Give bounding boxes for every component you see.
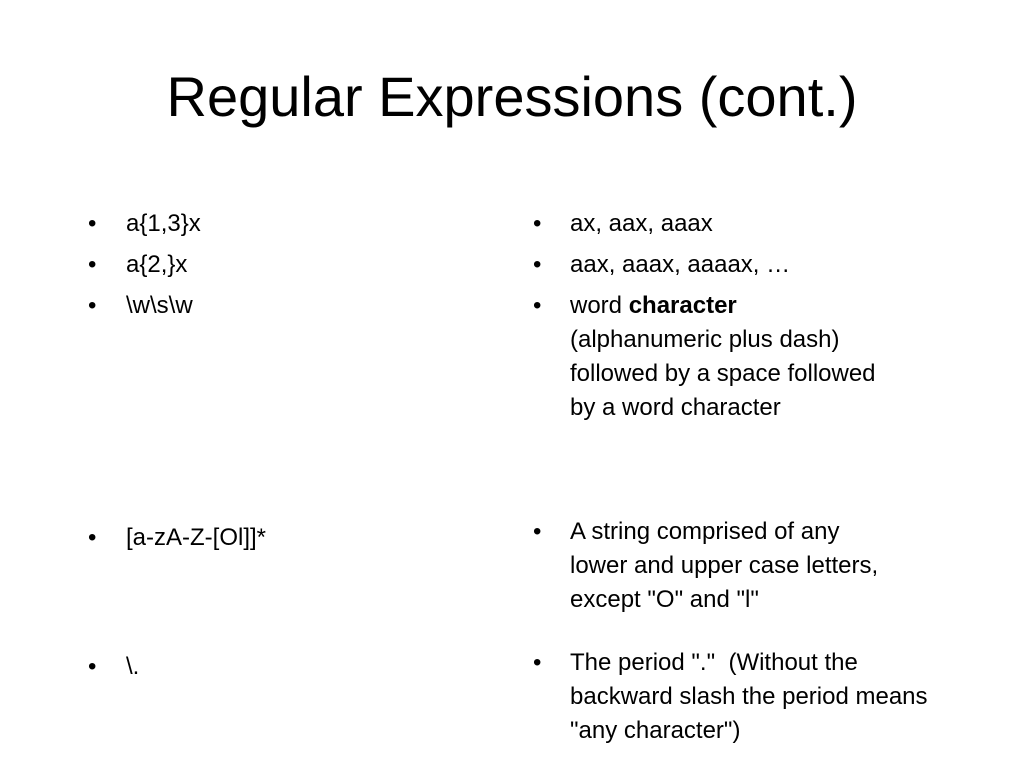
regex-pattern: \. [126, 653, 140, 680]
meaning-line: lower and upper case letters, [570, 552, 879, 579]
bullet-icon: • [533, 649, 542, 676]
meaning-line: except "O" and "l" [570, 586, 759, 613]
regex-pattern: a{1,3}x [126, 210, 201, 237]
regex-meaning [570, 289, 876, 425]
regex-pattern: \w\s\w [126, 292, 193, 319]
regex-pattern: [a-zA-Z-[Ol]]* [126, 524, 267, 551]
meaning-line: ax, aax, aaax [570, 210, 713, 237]
bullet-icon: • [88, 210, 97, 237]
meaning-emphasis: character [628, 292, 737, 319]
bullet-icon: • [88, 251, 97, 278]
meaning-line: (alphanumeric plus dash) [570, 326, 840, 353]
meaning-line-first [570, 289, 876, 323]
meaning-line: The period "." (Without the [570, 649, 858, 676]
bullet-icon: • [533, 251, 542, 278]
meaning-line: "any character") [570, 717, 741, 744]
meaning-line: backward slash the period means [570, 683, 928, 710]
regex-meaning [570, 207, 713, 241]
bullet-icon: • [88, 292, 97, 319]
meaning-line: A string comprised of any [570, 518, 840, 545]
bullet-icon: • [88, 653, 97, 680]
regex-meaning [570, 248, 790, 282]
meaning-line: by a word character [570, 394, 781, 421]
meaning-prefix: word [570, 292, 629, 319]
bullet-icon: • [88, 524, 97, 551]
regex-meaning [570, 515, 878, 617]
bullet-icon: • [533, 210, 542, 237]
bullet-icon: • [533, 292, 542, 319]
regex-meaning [570, 646, 928, 748]
meaning-line: followed by a space followed [570, 360, 876, 387]
bullet-icon: • [533, 518, 542, 545]
regex-pattern: a{2,}x [126, 251, 188, 278]
slide-title: Regular Expressions (cont.) [166, 65, 858, 128]
meaning-line: aax, aaax, aaaax, … [570, 251, 791, 278]
